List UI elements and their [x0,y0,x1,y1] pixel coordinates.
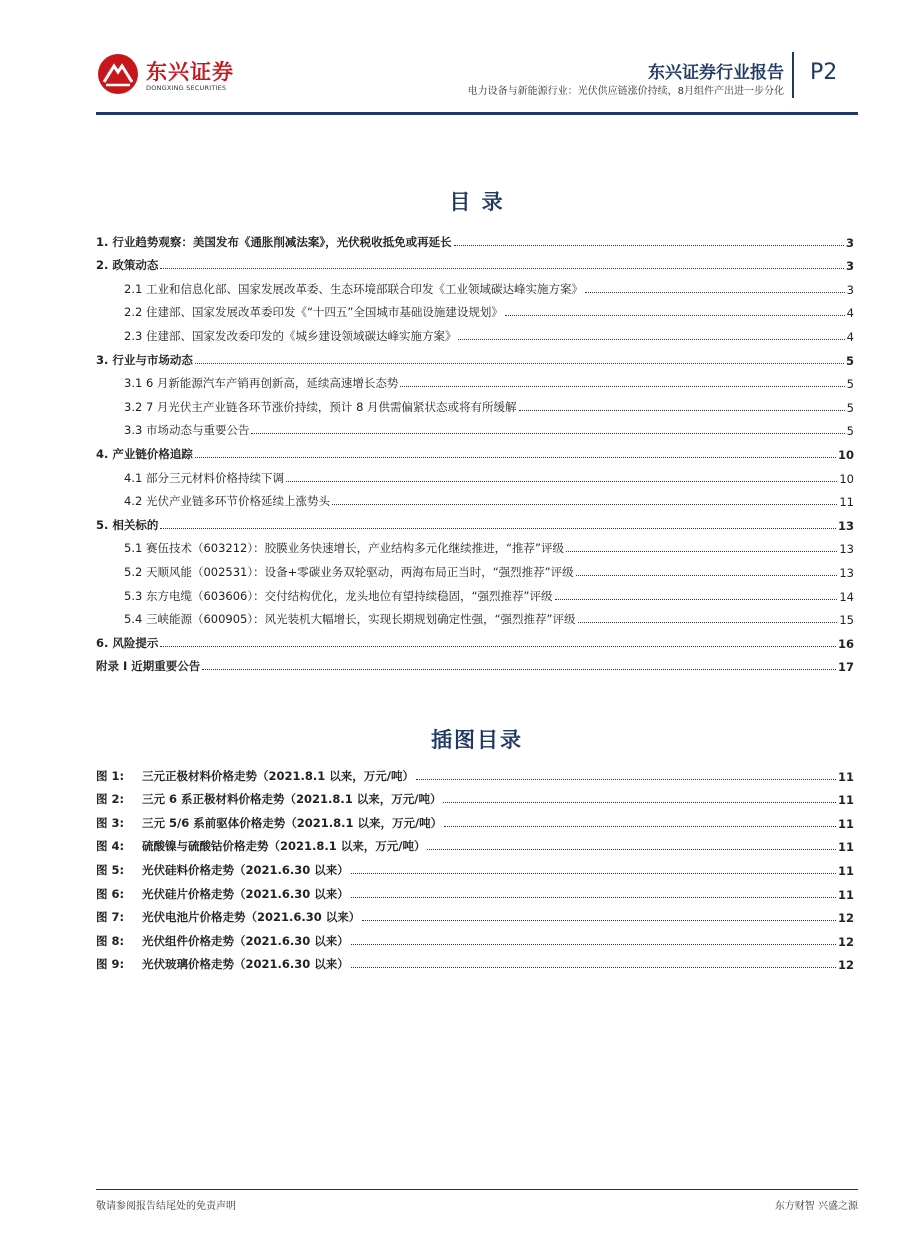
toc-entry-text: 5.2 天顺风能（002531）：设备+零碳业务双轮驱动，两海布局正当时，“强烈推荐”评级 [124,564,574,579]
report-subtitle: 电力设备与新能源行业：光伏供应链涨价持续，8月组件产出进一步分化 [467,86,784,97]
figure-entry-text: 光伏硅片价格走势（2021.6.30 以来） [142,886,349,901]
figure-entry-label: 图 7: [96,910,125,925]
figure-entry-text: 三元正极材料价格走势（2021.8.1 以来，万元/吨） [142,768,414,783]
toc-entry[interactable] [96,533,854,557]
toc-leader-dots [286,481,837,482]
toc-entry-text: 2.1 工业和信息化部、国家发展改革委、生态环境部联合印发《工业领域碳达峰实施方案》 [124,281,583,296]
toc-title: 目 录 [449,190,505,214]
footer-slogan: 东方财智 兴盛之源 [774,1201,858,1212]
page-number: P2 [810,60,838,85]
toc-entry[interactable] [96,580,854,604]
figure-leader-dots [444,826,836,827]
toc-leader-dots [585,292,845,293]
toc-entry[interactable] [96,651,854,675]
toc-entry-page: 3 [845,259,854,274]
toc-entry[interactable] [96,415,854,439]
toc-entry-page: 16 [837,636,854,651]
figure-entry[interactable] [96,878,854,902]
toc-leader-dots [555,599,838,600]
figure-entry-page: 11 [837,793,854,808]
figure-entry-page: 12 [837,934,854,949]
dongxing-logo-icon [96,52,140,96]
figure-entry-text: 三元 5/6 系前驱体价格走势（2021.8.1 以来，万元/吨） [142,815,443,830]
toc-entry-page: 5 [846,424,854,439]
toc-list [96,226,854,674]
figure-entry-text: 三元 6 系正极材料价格走势（2021.8.1 以来，万元/吨） [142,792,442,807]
figures-title: 插图目录 [431,728,523,752]
logo-chinese-name: 东兴证券 [146,60,234,84]
toc-entry[interactable] [96,368,854,392]
figure-entry-page: 11 [837,887,854,902]
header-divider [792,52,794,98]
toc-entry-page: 13 [839,542,854,557]
toc-entry-page: 5 [846,400,854,415]
toc-entry-page: 13 [839,565,854,580]
figure-entry-label: 图 5: [96,862,125,877]
toc-entry-text: 4.1 部分三元材料价格持续下调 [124,470,284,485]
company-logo [96,52,246,96]
toc-entry-text: 1. 行业趋势观察：美国发布《通胀削减法案》，光伏税收抵免或再延长 [96,234,452,249]
toc-entry[interactable] [96,486,854,510]
toc-leader-dots [160,646,836,647]
toc-entry[interactable] [96,556,854,580]
header-rule [96,112,858,115]
toc-entry-page: 15 [839,613,854,628]
toc-entry[interactable] [96,391,854,415]
figure-entry[interactable] [96,760,854,784]
figure-leader-dots [427,849,836,850]
toc-entry[interactable] [96,462,854,486]
figure-entry[interactable] [96,902,854,926]
figure-entry-page: 12 [837,958,854,973]
toc-entry-text: 2.3 住建部、国家发改委印发的《城乡建设领域碳达峰实施方案》 [124,328,457,343]
toc-leader-dots [400,386,844,387]
toc-entry-text: 2.2 住建部、国家发展改革委印发《“十四五”全国城市基础设施建设规划》 [124,305,503,320]
toc-leader-dots [195,363,844,364]
toc-leader-dots [160,528,836,529]
toc-entry[interactable] [96,226,854,250]
toc-leader-dots [332,504,837,505]
figure-leader-dots [362,920,836,921]
toc-entry[interactable] [96,320,854,344]
toc-entry[interactable] [96,273,854,297]
figure-entry-label: 图 4: [96,839,125,854]
toc-leader-dots [160,268,844,269]
figure-entry-page: 11 [837,816,854,831]
figure-entry-text: 硫酸镍与硫酸钴价格走势（2021.8.1 以来，万元/吨） [142,839,426,854]
toc-entry-text: 3.3 市场动态与重要公告 [124,423,250,438]
figure-entry-text: 光伏电池片价格走势（2021.6.30 以来） [142,910,361,925]
figure-entry[interactable] [96,949,854,973]
toc-entry-text: 3. 行业与市场动态 [96,352,193,367]
toc-entry-text: 3.2 7 月光伏主产业链各环节涨价持续，预计 8 月供需偏紧状态或将有所缓解 [124,399,517,414]
figure-entry-page: 11 [837,863,854,878]
figure-entry-label: 图 1: [96,768,125,783]
figure-entry-label: 图 2: [96,792,125,807]
figure-leader-dots [351,873,836,874]
figure-entry-text: 光伏硅料价格走势（2021.6.30 以来） [142,862,349,877]
figure-entry[interactable] [96,807,854,831]
footer-disclaimer: 敬请参阅报告结尾处的免责声明 [96,1201,236,1212]
footer-rule [96,1189,858,1190]
toc-leader-dots [566,551,837,552]
toc-leader-dots [454,245,844,246]
toc-entry-page: 10 [839,471,854,486]
report-type-title: 东兴证券行业报告 [648,63,784,83]
toc-leader-dots [458,339,844,340]
toc-entry-page: 10 [837,447,854,462]
toc-entry[interactable] [96,604,854,628]
toc-entry[interactable] [96,509,854,533]
toc-entry[interactable] [96,438,854,462]
logo-english-name: DONGXING SECURITIES [146,84,227,92]
figure-entry[interactable] [96,784,854,808]
toc-entry[interactable] [96,297,854,321]
toc-leader-dots [202,669,836,670]
toc-leader-dots [251,433,844,434]
figure-entry[interactable] [96,854,854,878]
figure-entry-label: 图 3: [96,815,125,830]
toc-entry-text: 3.1 6 月新能源汽车产销再创新高，延续高速增长态势 [124,376,399,391]
toc-leader-dots [505,315,845,316]
toc-entry[interactable] [96,627,854,651]
toc-entry-page: 3 [845,235,854,250]
toc-entry-text: 4.2 光伏产业链多环节价格延续上涨势头 [124,494,330,509]
figure-entry[interactable] [96,831,854,855]
toc-entry-text: 附录 I 近期重要公告 [96,659,201,674]
toc-leader-dots [578,622,838,623]
toc-entry-text: 5. 相关标的 [96,517,159,532]
figure-entry-label: 图 6: [96,886,125,901]
figure-leader-dots [351,944,836,945]
figure-leader-dots [351,967,836,968]
figures-list [96,760,854,972]
toc-entry-text: 2. 政策动态 [96,258,159,273]
toc-entry-page: 17 [837,660,854,675]
figure-leader-dots [351,897,836,898]
toc-entry-page: 4 [846,306,854,321]
figure-entry-page: 12 [837,911,854,926]
figure-entry-page: 11 [837,769,854,784]
toc-entry-page: 13 [837,518,854,533]
figure-entry-text: 光伏组件价格走势（2021.6.30 以来） [142,933,349,948]
toc-entry-text: 6. 风险提示 [96,635,159,650]
toc-entry-page: 11 [839,495,854,510]
toc-leader-dots [576,575,838,576]
figure-entry-text: 光伏玻璃价格走势（2021.6.30 以来） [142,957,349,972]
toc-entry-page: 5 [845,353,854,368]
toc-leader-dots [195,457,836,458]
figure-leader-dots [443,802,836,803]
toc-leader-dots [519,410,845,411]
toc-entry[interactable] [96,250,854,274]
figure-entry-page: 11 [837,840,854,855]
toc-entry-page: 5 [846,377,854,392]
toc-entry-text: 5.1 赛伍技术（603212）：胶膜业务快速增长，产业结构多元化继续推进，“推荐”评级 [124,541,565,556]
toc-entry-page: 14 [839,589,854,604]
toc-entry-page: 3 [846,282,854,297]
figure-entry[interactable] [96,925,854,949]
toc-entry-text: 5.4 三峡能源（600905）：风光装机大幅增长，实现长期规划确定性强，“强烈推荐”评级 [124,612,576,627]
toc-entry[interactable] [96,344,854,368]
figure-entry-label: 图 9: [96,957,125,972]
toc-entry-page: 4 [846,329,854,344]
toc-entry-text: 5.3 东方电缆（603606）：交付结构优化，龙头地位有望持续稳固，“强烈推荐”评级 [124,588,553,603]
figure-entry-label: 图 8: [96,933,125,948]
figure-leader-dots [416,779,836,780]
toc-entry-text: 4. 产业链价格追踪 [96,446,193,461]
